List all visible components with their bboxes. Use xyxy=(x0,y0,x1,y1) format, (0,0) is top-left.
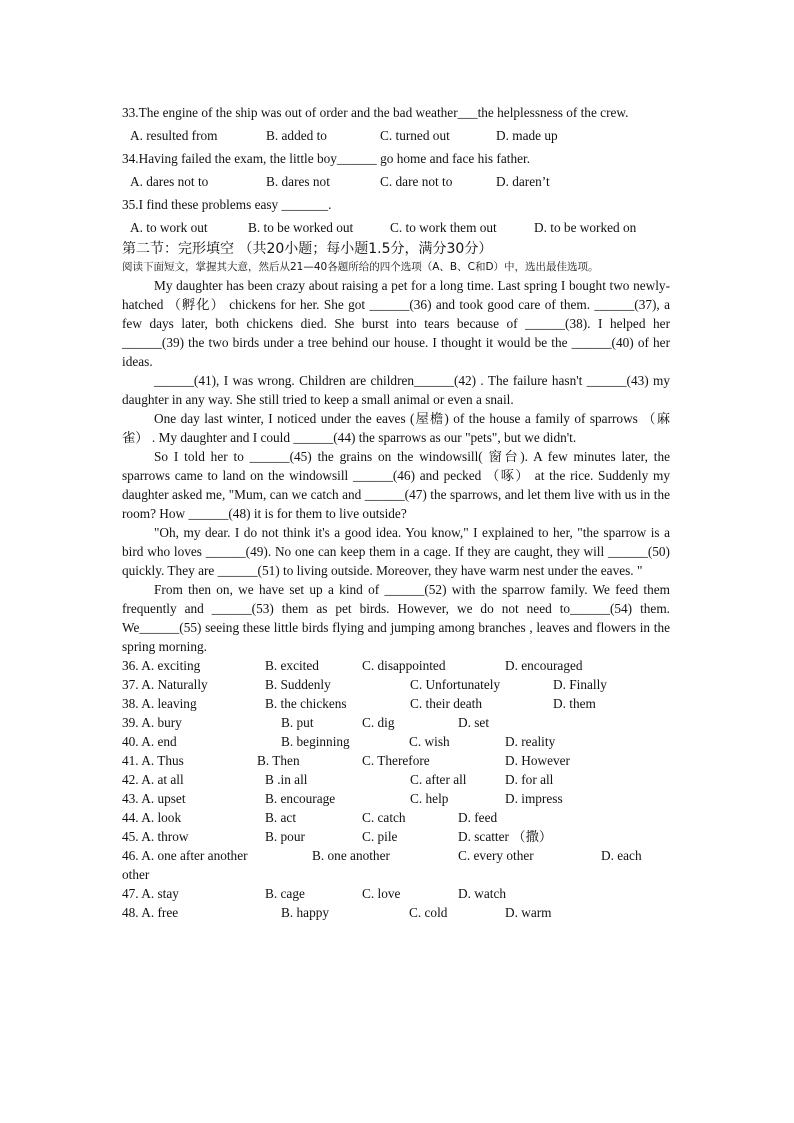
section-heading: 第二节：完形填空 （共20小题；每小题1.5分，满分30分） xyxy=(122,241,493,257)
option-c: C. their death xyxy=(410,696,483,711)
passage-paragraph-3: One day last winter, I noticed under the eaves (屋檐) of the house a family of sparrows （麻雀） . My daughter and I could ______(44) the sparrows as our "pets", but we didn't. xyxy=(122,411,670,445)
options-38 xyxy=(122,694,670,713)
option-a: 45. A. throw xyxy=(122,829,189,844)
passage-paragraph-5: "Oh, my dear. I do not think it's a good idea. You know," I explained to her, "the sparrow is a bird who loves ______(49). No one can keep them in a cage. If they are caught, they will ______(50) quickly. They are ______(51) to living outside. Moreover, they have warm nest under the eaves. " xyxy=(122,525,670,578)
option-b: B. added to xyxy=(266,128,327,143)
option-a: 46. A. one after another xyxy=(122,848,248,863)
option-b: B. one another xyxy=(312,848,390,863)
options-48 xyxy=(122,903,670,922)
option-d: D. daren’t xyxy=(496,174,550,189)
passage-paragraph-1: My daughter has been crazy about raising a pet for a long time. Last spring I bought two newly-hatched （孵化） chickens for her. She got ______(36) and took good care of them. ______(37), a few days later, both chickens died. She burst into tears because of ______(38). I helped her ______(39) the two birds under a tree behind our house. I thought it would be the ______(40) of her ideas. xyxy=(122,278,670,369)
options-37 xyxy=(122,675,670,694)
option-b: B. excited xyxy=(265,658,319,673)
page-content xyxy=(122,101,670,922)
option-a: 36. A. exciting xyxy=(122,658,201,673)
option-d: D. watch xyxy=(458,886,506,901)
option-a: 44. A. look xyxy=(122,810,182,825)
option-c: C. dare not to xyxy=(380,174,453,189)
option-b: B. to be worked out xyxy=(248,220,354,235)
option-b: B. beginning xyxy=(281,734,350,749)
options-40 xyxy=(122,732,670,751)
option-a: 39. A. bury xyxy=(122,715,182,730)
option-a: 42. A. at all xyxy=(122,772,184,787)
question-34-stem: 34.Having failed the exam, the little boy______ go home and face his father. xyxy=(122,151,531,166)
option-b: B. put xyxy=(281,715,314,730)
option-d: D. set xyxy=(458,715,490,730)
option-d: D. for all xyxy=(505,772,554,787)
option-c: C. cold xyxy=(409,905,448,920)
passage-paragraph-6: From then on, we have set up a kind of ______(52) with the sparrow family. We feed them frequently and ______(53) them as pet birds. However, we do not need to______(54) them. We______(55) seeing these little birds flying and jumping among branches , leaves and flowers in the spring morning. xyxy=(122,582,670,654)
option-d: D. each other xyxy=(122,848,642,882)
options-36 xyxy=(122,656,670,675)
option-c: C. catch xyxy=(362,810,406,825)
options-46 xyxy=(122,846,670,884)
option-c: C. wish xyxy=(409,734,450,749)
option-b: B. act xyxy=(265,810,297,825)
option-b: B. the chickens xyxy=(265,696,347,711)
question-33-options xyxy=(122,124,670,147)
passage-paragraph-2: ______(41), I was wrong. Children are children______(42) . The failure hasn't ______(43) my daughter in any way. She still tried to keep a small animal or even a snail. xyxy=(122,373,670,407)
option-b: B. cage xyxy=(265,886,305,901)
option-d: D. encouraged xyxy=(505,658,583,673)
option-a: 38. A. leaving xyxy=(122,696,197,711)
options-45 xyxy=(122,827,670,846)
option-d: D. However xyxy=(505,753,570,768)
options-42 xyxy=(122,770,670,789)
option-d: D. warm xyxy=(505,905,552,920)
option-d: D. them xyxy=(553,696,596,711)
option-c: C. Therefore xyxy=(362,753,430,768)
option-b: B. dares not xyxy=(266,174,330,189)
option-b: B. Suddenly xyxy=(265,677,331,692)
option-d: D. made up xyxy=(496,128,558,143)
section-instruction: 阅读下面短文，掌握其大意，然后从21—40各题所给的四个选项（A、B、C和D）中，选出最佳选项。 xyxy=(122,261,599,273)
option-c: C. after all xyxy=(410,772,467,787)
option-b: B .in all xyxy=(265,772,308,787)
option-d: D. Finally xyxy=(553,677,607,692)
option-c: C. to work them out xyxy=(390,220,497,235)
options-39 xyxy=(122,713,670,732)
option-c: C. Unfortunately xyxy=(410,677,501,692)
question-35-stem: 35.I find these problems easy _______. xyxy=(122,197,332,212)
option-c: C. turned out xyxy=(380,128,450,143)
option-a: 37. A. Naturally xyxy=(122,677,208,692)
option-c: C. pile xyxy=(362,829,398,844)
option-d: D. to be worked on xyxy=(534,220,637,235)
option-c: C. disappointed xyxy=(362,658,446,673)
option-a: 41. A. Thus xyxy=(122,753,184,768)
options-44 xyxy=(122,808,670,827)
option-b: B. encourage xyxy=(265,791,336,806)
option-a: 47. A. stay xyxy=(122,886,179,901)
options-43 xyxy=(122,789,670,808)
option-d: D. reality xyxy=(505,734,556,749)
question-34-options xyxy=(122,170,670,193)
option-d: D. impress xyxy=(505,791,563,806)
passage-paragraph-4: So I told her to ______(45) the grains on the windowsill( 窗台). A few minutes later, the sparrows came to land on the windowsill ______(46) and pecked （啄） at the rice. Suddenly my daughter asked me, "Mum, can we catch and ______(47) the sparrows, and let them live with us in the room? How ______(48) it is for them to live outside? xyxy=(122,449,670,521)
option-c: C. every other xyxy=(458,848,534,863)
option-a: A. to work out xyxy=(130,220,208,235)
option-a: 40. A. end xyxy=(122,734,177,749)
option-c: C. dig xyxy=(362,715,395,730)
question-33-stem: 33.The engine of the ship was out of order and the bad weather___the helplessness of the crew. xyxy=(122,105,629,120)
option-d: D. scatter （撒） xyxy=(458,829,553,844)
option-a: A. dares not to xyxy=(130,174,209,189)
option-b: B. pour xyxy=(265,829,305,844)
option-a: 48. A. free xyxy=(122,905,179,920)
option-c: C. help xyxy=(410,791,449,806)
option-b: B. happy xyxy=(281,905,330,920)
option-a: A. resulted from xyxy=(130,128,218,143)
question-35-options xyxy=(122,216,670,239)
option-c: C. love xyxy=(362,886,401,901)
options-47 xyxy=(122,884,670,903)
option-a: 43. A. upset xyxy=(122,791,186,806)
options-41 xyxy=(122,751,670,770)
option-b: B. Then xyxy=(257,753,300,768)
option-d: D. feed xyxy=(458,810,498,825)
